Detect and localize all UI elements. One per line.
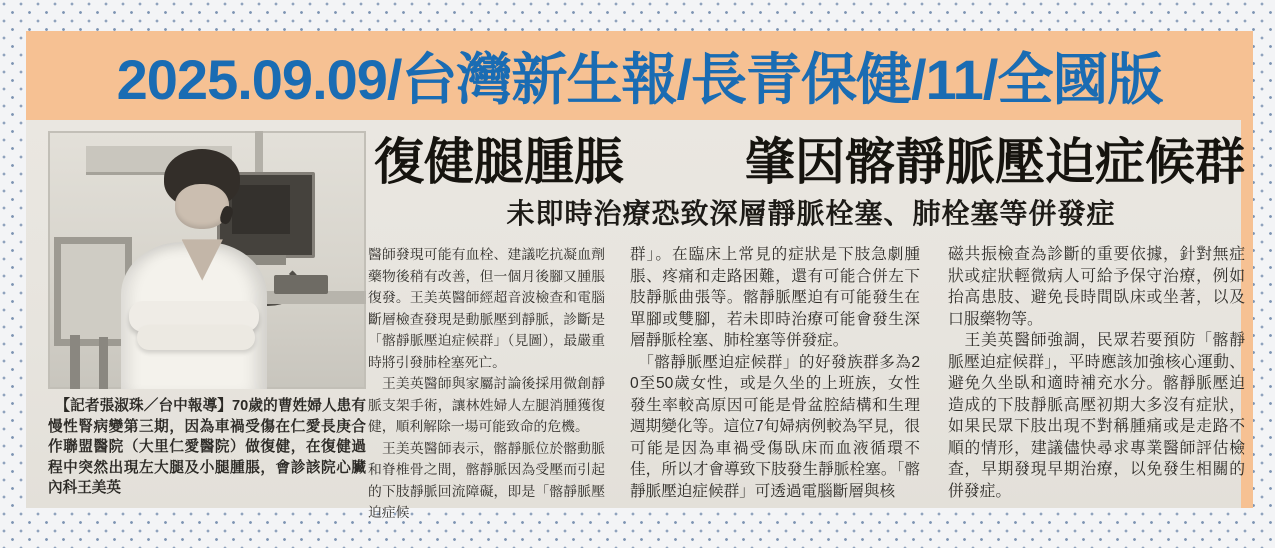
body-column-1	[368, 244, 605, 520]
body-column-3	[948, 244, 1245, 504]
article-subheadline: 未即時治療恐致深層靜脈栓塞、肺栓塞等併發症	[506, 198, 1116, 229]
body-paragraph: 群」。在臨床上常見的症狀是下肢急劇腫脹、疼痛和走路困難，還有可能合併左下肢靜脈曲張等。髂靜脈壓迫有可能發生在單腳或雙腳，若未即時治療可能會發生深層靜脈栓塞、肺栓塞等併發症。	[630, 246, 920, 349]
body-column-2	[630, 244, 920, 504]
article-headline	[374, 122, 1245, 194]
photo-equipment-leg	[70, 335, 80, 389]
photo-doctor-crossed-arms	[137, 325, 255, 351]
source-banner-text: 2025.09.09/台灣新生報/長青保健/11/全國版	[116, 47, 1163, 111]
headline-segment: 復健腿腫脹	[374, 134, 624, 190]
headline-segment: 肇因髂靜脈壓迫症候群	[745, 134, 1245, 190]
article-body	[368, 244, 1245, 520]
photo-caption: 【記者張淑珠／台中報導】70歲的曹姓婦人患有慢性腎病變第三期，因為車禍受傷在仁愛長庚合作聯盟醫院（大里仁愛醫院）做復健，在復健過程中突然出現左大腿及小腿腫脹，會診該院心臟內科王美英	[48, 398, 366, 496]
photo-monitor-screen	[232, 185, 289, 234]
body-paragraph: 磁共振檢查為診斷的重要依據，針對無症狀或症狀輕微病人可給予保守治療，例如抬高患肢、避免長時間臥床或坐著，以及口服藥物等。	[948, 246, 1245, 328]
body-paragraph: 王美英醫師表示，髂靜脈位於髂動脈和脊椎骨之間，髂靜脈因為受壓而引起的下肢靜脈回流障礙，即是「髂靜脈壓迫症候	[368, 440, 605, 520]
article-photo	[48, 131, 366, 389]
body-paragraph: 王美英醫師與家屬討論後採用微創靜脈支架手術，讓林姓婦人左腿消腫獲復健，順利解除一場可能致命的危機。	[368, 376, 605, 434]
body-paragraph: 王美英醫師強調，民眾若要預防「髂靜脈壓迫症候群」，平時應該加強核心運動、避免久坐臥和適時補充水分。髂靜脈壓迫造成的下肢靜脈高壓初期大多沒有症狀，如果民眾下肢出現不對稱腫痛或是走路不順的情形，建議儘快尋求專業醫師評估檢查，早期發現早期治療，以免發生相關的併發症。	[948, 332, 1245, 500]
source-banner	[26, 31, 1253, 120]
photo-equipment-leg	[99, 337, 109, 389]
body-paragraph: 「髂靜脈壓迫症候群」的好發族群多為20至50歲女性，或是久坐的上班族，女性發生率較高原因可能是骨盆腔結構和生理週期變化等。這位7旬婦病例較為罕見，很可能是因為車禍受傷臥床而血液循環不佳，所以才會導致下肢發生靜脈栓塞。「髂靜脈壓迫症候群」可透過電腦斷層與核	[630, 353, 920, 500]
newspaper-clipping	[26, 120, 1245, 520]
photo-desk-equipment	[274, 275, 328, 293]
body-paragraph: 醫師發現可能有血栓、建議吃抗凝血劑藥物後稍有改善，但一個月後腳又腫脹復發。王美英醫師經超音波檢查和電腦斷層檢查發現是動脈壓到靜脈，診斷是「髂靜脈壓迫症候群」（見圖），最嚴重時將引發肺栓塞死亡。	[368, 247, 605, 370]
news-clipping-board	[26, 31, 1253, 520]
